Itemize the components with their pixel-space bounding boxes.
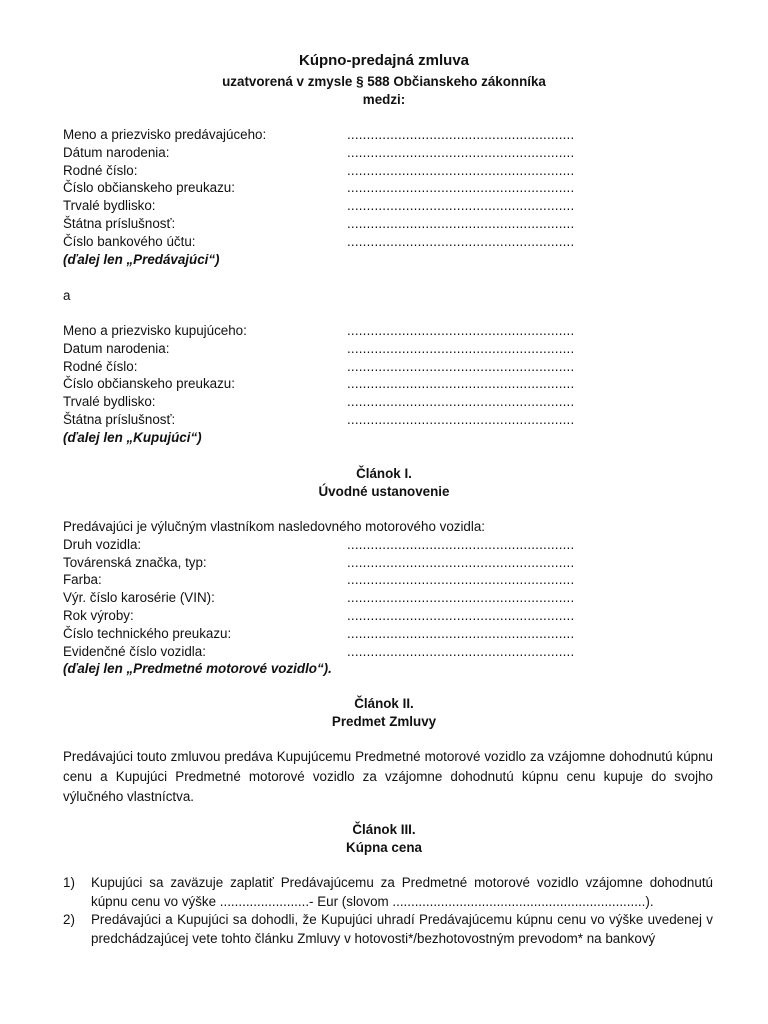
field-label: Druh vozidla:: [63, 536, 142, 552]
article-3-number: Článok III.: [352, 822, 416, 837]
field-label: Číslo občianskeho preukazu:: [63, 180, 235, 196]
field-label: Rok výroby:: [63, 607, 134, 623]
fill-in-line: ..........................................................: [347, 643, 575, 659]
article-2-text: Predávajúci touto zmluvou predáva Kupujúcemu Predmetné motorové vozidlo za vzájomne dohodnutú kúpnu cenu a Kupujúci Predmetné motorové vozidlo za vzájomne dohodnutú kúpnu cenu kupuje do svojho výlučného vlastníctva.: [63, 749, 713, 804]
field-label: Meno a priezvisko kupujúceho:: [63, 323, 247, 338]
field-label: Výr. číslo karosérie (VIN):: [63, 590, 215, 606]
buyer-field-row: [63, 375, 723, 393]
fill-in-line: ..........................................................: [347, 162, 575, 178]
buyer-field-row: [63, 340, 723, 358]
seller-field-row: [63, 215, 723, 233]
field-label: Trvalé bydlisko:: [63, 198, 156, 214]
field-label: Rodné číslo:: [63, 358, 138, 374]
seller-field-row: [63, 179, 723, 197]
field-label: Továrenská značka, typ:: [63, 554, 207, 570]
field-label: Číslo občianskeho preukazu:: [63, 376, 235, 392]
fill-in-line: ..........................................................: [347, 376, 575, 392]
fill-in-line: ..........................................................: [347, 340, 575, 356]
fill-in-line: ..........................................................: [347, 127, 575, 142]
between-label: medzi:: [362, 92, 406, 107]
document-title: Kúpno-predajná zmluva: [298, 52, 470, 69]
list-item: [63, 874, 713, 911]
fill-in-line: ..........................................................: [347, 536, 575, 552]
fill-in-line: ..........................................................: [347, 198, 575, 214]
fill-in-line: ..........................................................: [347, 180, 575, 196]
field-label: Rodné číslo:: [63, 162, 138, 178]
fill-in-line: ..........................................................: [347, 572, 575, 588]
article-1-number: Článok I.: [356, 466, 412, 481]
buyer-field-row: [63, 393, 723, 411]
article-1-name: Úvodné ustanovenie: [318, 484, 450, 499]
item-text: Predávajúci a Kupujúci sa dohodli, že Kupujúci uhradí Predávajúcemu kúpnu cenu vo výške uvedenej v predchádzajúcej vete tohto článku Zmluvy v hotovosti*/bezhotovostným prevodom* na bankový: [91, 912, 713, 946]
item-number: 2): [63, 912, 75, 927]
seller-section: [63, 126, 723, 268]
fill-in-line: ..........................................................: [347, 358, 575, 374]
field-label: Štátna príslušnosť:: [63, 411, 176, 427]
fill-in-line: ..........................................................: [347, 625, 575, 641]
buyer-field-row: [63, 411, 723, 429]
seller-field-row: [63, 126, 723, 144]
field-label: Štátna príslušnosť:: [63, 215, 176, 231]
fill-in-line: ..........................................................: [347, 215, 575, 231]
list-item: [63, 911, 713, 948]
item-number: 1): [63, 875, 75, 890]
document-subtitle: uzatvorená v zmysle § 588 Občianskeho zákonníka: [222, 74, 546, 89]
field-label: Evidenčné číslo vozidla:: [63, 643, 206, 659]
vehicle-section: [63, 518, 723, 678]
field-label: Farba:: [63, 572, 102, 588]
buyer-section: [63, 322, 723, 447]
article-3-name: Kúpna cena: [346, 840, 422, 855]
price-clauses: [63, 874, 713, 948]
vehicle-field-row: [63, 571, 723, 589]
field-label: Meno a priezvisko predávajúceho:: [63, 127, 267, 142]
and-word: a: [63, 288, 71, 303]
vehicle-field-row: [63, 554, 723, 572]
vehicle-field-row: [63, 625, 723, 643]
vehicle-field-row: [63, 643, 723, 661]
field-label: Číslo bankového účtu:: [63, 233, 196, 249]
buyer-field-row: [63, 322, 723, 340]
field-label: Dátum narodenia:: [63, 144, 170, 160]
fill-in-line: ..........................................................: [347, 554, 575, 570]
buyer-field-row: [63, 358, 723, 376]
vehicle-field-row: [63, 589, 723, 607]
fill-in-line: ..........................................................: [347, 323, 575, 338]
vehicle-field-row: [63, 607, 723, 625]
fill-in-line: ..........................................................: [347, 394, 575, 410]
seller-designation: (ďalej len „Predávajúci“): [63, 251, 220, 267]
fill-in-line: ..........................................................: [347, 590, 575, 606]
fill-in-line: ..........................................................: [347, 233, 575, 249]
buyer-designation: (ďalej len „Kupujúci“): [63, 429, 202, 445]
vehicle-field-row: [63, 536, 723, 554]
field-label: Trvalé bydlisko:: [63, 394, 156, 410]
fill-in-line: ..........................................................: [347, 607, 575, 623]
fill-in-line: ..........................................................: [347, 144, 575, 160]
field-label: Datum narodenia:: [63, 340, 170, 356]
vehicle-intro: Predávajúci je výlučným vlastníkom nasledovného motorového vozidla:: [63, 519, 486, 534]
seller-field-row: [63, 144, 723, 162]
article-2-number: Článok II.: [354, 696, 414, 711]
seller-field-row: [63, 162, 723, 180]
field-label: Číslo technického preukazu:: [63, 625, 232, 641]
item-text: Kupujúci sa zaväzuje zaplatiť Predávajúcemu za Predmetné motorové vozidlo vzájomne dohodnutú kúpnu cenu vo výške ........................- Eur (slovom ....................................................................).: [91, 875, 713, 909]
seller-field-row: [63, 197, 723, 215]
seller-field-row: [63, 233, 723, 251]
vehicle-designation: (ďalej len „Predmetné motorové vozidlo“).: [63, 661, 332, 677]
fill-in-line: ..........................................................: [347, 411, 575, 427]
article-2-name: Predmet Zmluvy: [331, 714, 437, 729]
